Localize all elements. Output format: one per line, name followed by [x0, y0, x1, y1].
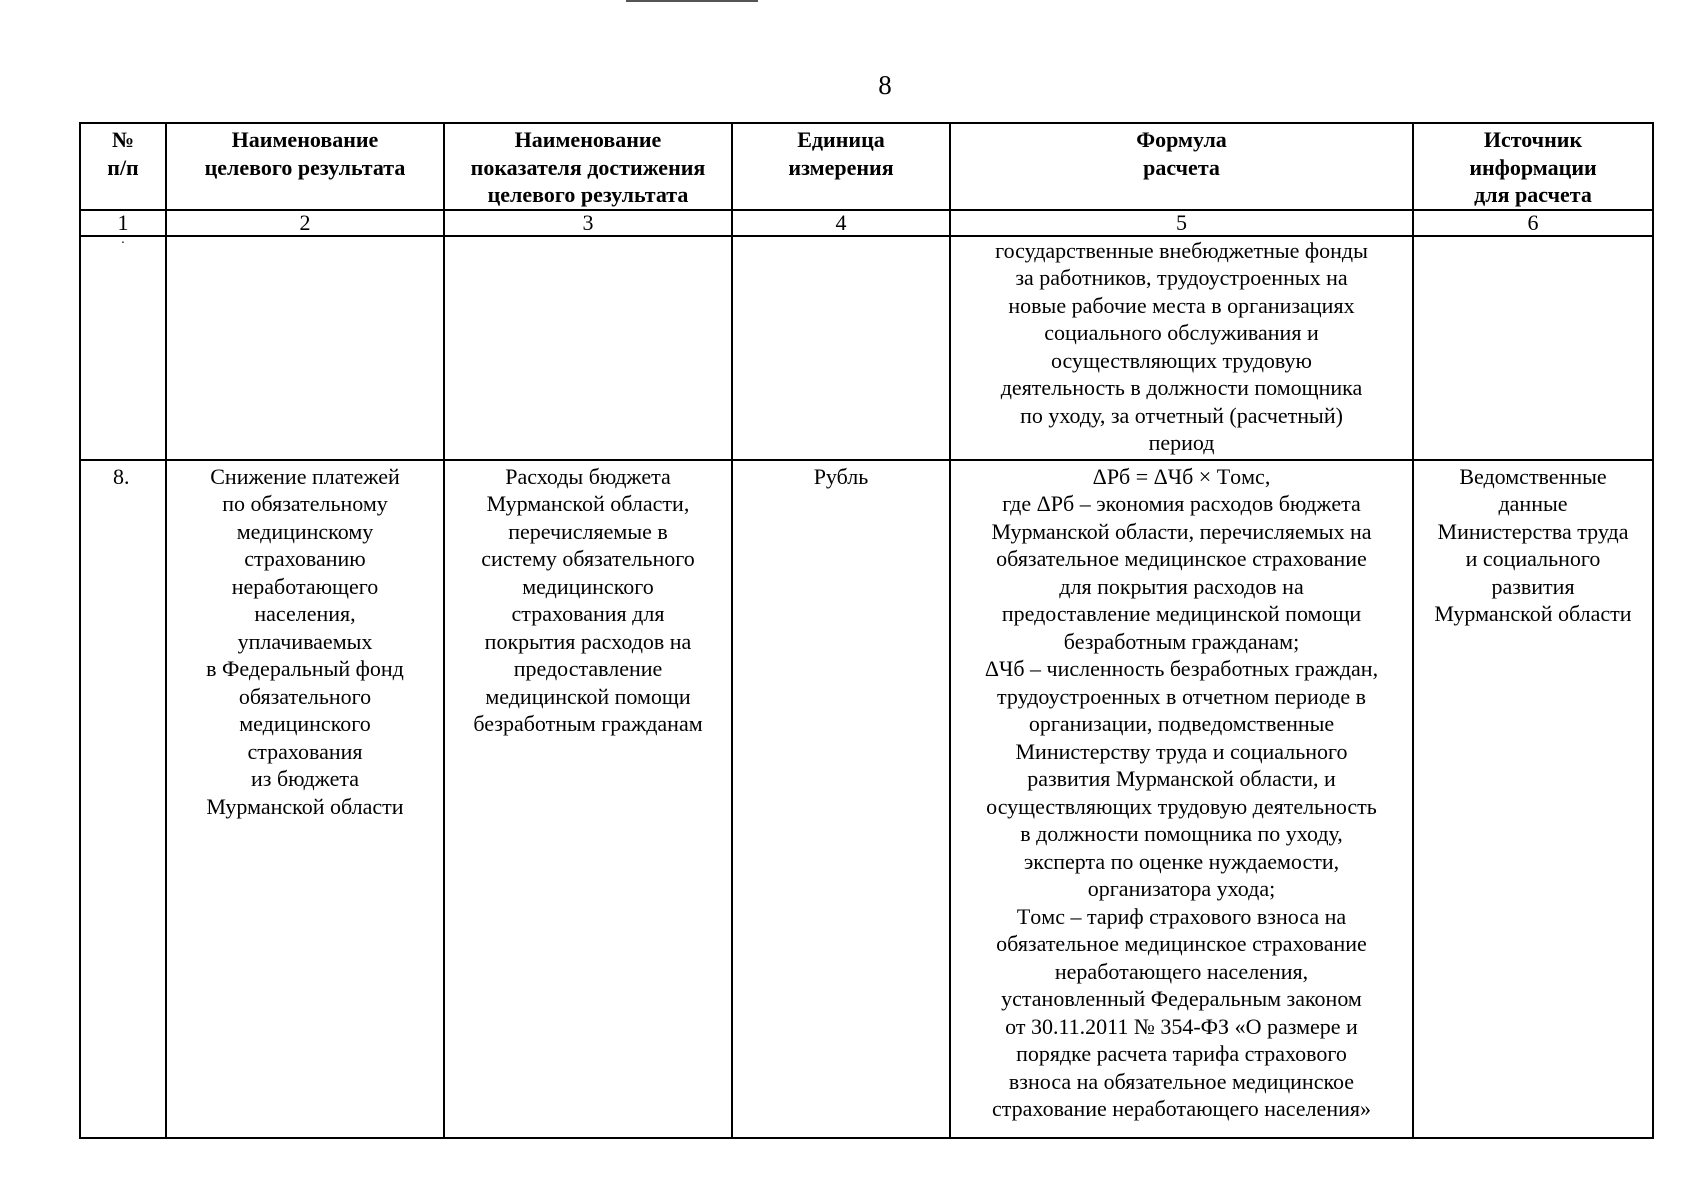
empty-cell: [1413, 236, 1653, 460]
empty-cell: [732, 236, 950, 460]
indicators-table: [79, 122, 1654, 1139]
target-result-cell: Снижение платежей по обязательному медицинскому страхованию неработающего населения, уплачиваемых в Федеральный фонд обязательного медицинского страхования из бюджета Мурманской области: [166, 460, 444, 1138]
indicator-cell: Расходы бюджета Мурманской области, перечисляемые в систему обязательного медицинского страхования для покрытия расходов на предоставление медицинской помощи безработным гражданам: [444, 460, 732, 1138]
column-number-4: 4: [732, 210, 950, 236]
column-number-5: 5: [950, 210, 1413, 236]
column-number-6: 6: [1413, 210, 1653, 236]
unit-cell: Рубль: [732, 460, 950, 1138]
column-numbers-row: [80, 210, 1653, 236]
empty-cell: [444, 236, 732, 460]
header-number: № п/п: [80, 123, 166, 210]
page-number: 8: [878, 70, 892, 100]
header-indicator: Наименование показателя достижения целевого результата: [444, 123, 732, 210]
formula-cell: ΔРб = ΔЧб × Тoмс, где ΔРб – экономия расходов бюджета Мурманской области, перечисляемых на обязательное медицинское страхование для покрытия расходов на предоставление медицинской помощи безработным гражданам; ΔЧб – численность безработных граждан, трудоустроенных в отчетном периоде в организации, подведомственные Министерству труда и социального развития Мурманской области, и осуществляющих трудовую деятельность в должности помощника по уходу, эксперта по оценке нуждаемости, организатора ухода; Тoмс – тариф страхового взноса на обязательное медицинское страхование неработающего населения, установленный Федеральным законом от 30.11.2011 № 354-ФЗ «О размере и порядке расчета тарифа страхового взноса на обязательное медицинское страхование неработающего населения»: [950, 460, 1413, 1138]
empty-cell: [166, 236, 444, 460]
header-source: Источник информации для расчета: [1413, 123, 1653, 210]
column-number-1: 1: [80, 210, 166, 236]
column-number-3: 3: [444, 210, 732, 236]
continuation-marker: ·: [80, 236, 166, 460]
table-row: [80, 460, 1653, 1138]
header-target-result: Наименование целевого результата: [166, 123, 444, 210]
source-cell: Ведомственные данные Министерства труда и социального развития Мурманской области: [1413, 460, 1653, 1138]
header-formula: Формула расчета: [950, 123, 1413, 210]
column-number-2: 2: [166, 210, 444, 236]
table-row: [80, 236, 1653, 460]
top-rule: [626, 0, 758, 2]
formula-continuation: государственные внебюджетные фонды за работников, трудоустроенных на новые рабочие места в организациях социального обслуживания и осуществляющих трудовую деятельность в должности помощника по уходу, за отчетный (расчетный) период: [950, 236, 1413, 460]
table-header-row: [80, 123, 1653, 210]
header-unit: Единица измерения: [732, 123, 950, 210]
row-number: 8.: [80, 460, 166, 1138]
